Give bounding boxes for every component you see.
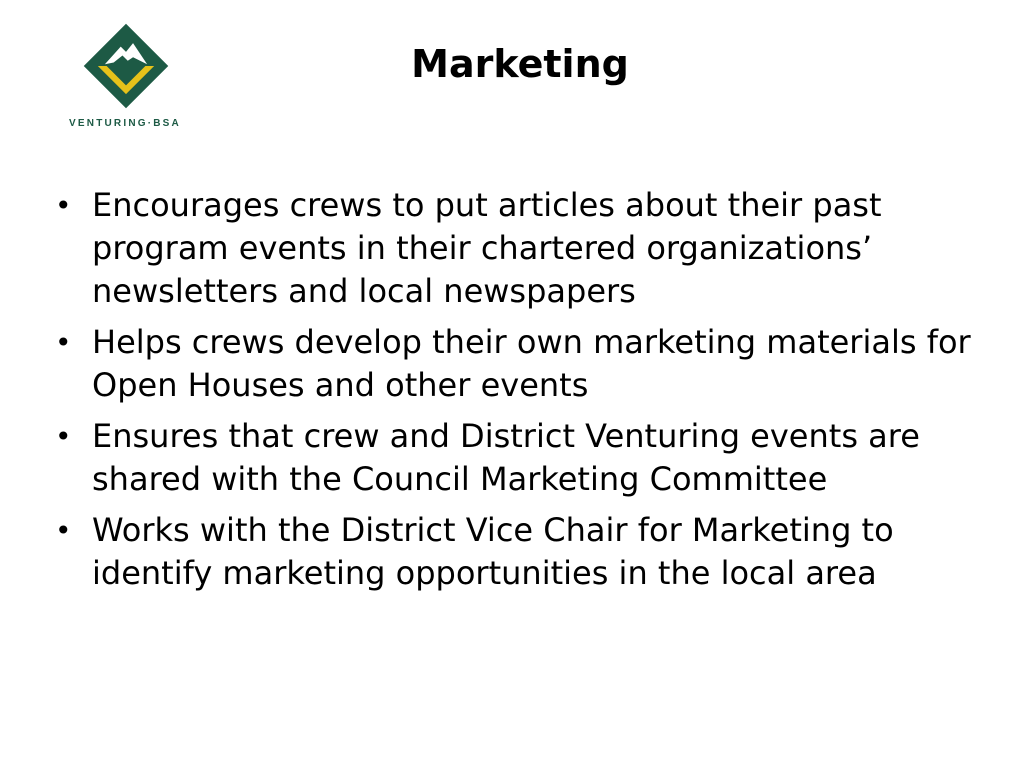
bullet-icon: • bbox=[55, 189, 72, 222]
bullet-item bbox=[55, 415, 990, 501]
logo-wordmark: VENTURING·BSA bbox=[69, 118, 181, 129]
bullet-icon: • bbox=[55, 420, 72, 453]
bullet-icon: • bbox=[55, 326, 72, 359]
bullet-item bbox=[55, 184, 990, 313]
bullet-item bbox=[55, 509, 990, 595]
venturing-emblem-icon bbox=[82, 22, 170, 110]
bullet-item bbox=[55, 321, 990, 407]
bullet-text: Encourages crews to put articles about their past program events in their chartered organizations’ newsletters and local newspapers bbox=[92, 186, 882, 310]
bullet-text: Helps crews develop their own marketing materials for Open Houses and other events bbox=[92, 323, 971, 404]
bullet-text: Works with the District Vice Chair for Marketing to identify marketing opportunities in the local area bbox=[92, 511, 894, 592]
bullet-icon: • bbox=[55, 514, 72, 547]
slide-title: Marketing bbox=[411, 42, 629, 86]
venturing-bsa-logo bbox=[50, 22, 200, 132]
bullet-list bbox=[55, 184, 990, 603]
bullet-text: Ensures that crew and District Venturing events are shared with the Council Marketing Committee bbox=[92, 417, 920, 498]
